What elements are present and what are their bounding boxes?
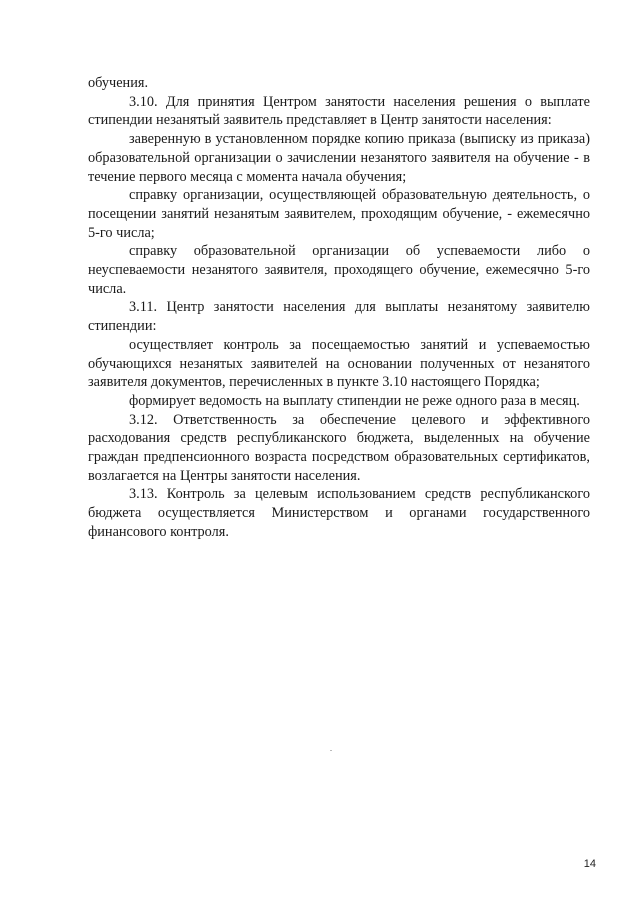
- scan-speck: [330, 750, 332, 751]
- paragraph-order-copy: заверенную в установленном порядке копию приказа (выписку из приказа) образовательной организации о зачислении незанятого заявителя на обучение - в течение первого месяца с момента начала обучения;: [88, 131, 590, 185]
- document-body: [88, 74, 590, 542]
- paragraph-statement: формирует ведомость на выплату стипендии не реже одного раза в месяц.: [129, 392, 580, 409]
- paragraph-control: осуществляет контроль за посещаемостью занятий и успеваемостью обучающихся незанятых заявителей на основании полученных от незанятого заявителя документов, перечисленных в пункте 3.10 настоящего Порядка;: [88, 336, 590, 391]
- paragraph-3-10: 3.10. Для принятия Центром занятости населения решения о выплате стипендии незанятый заявитель представляет в Центр занятости населения:: [88, 93, 590, 129]
- paragraph-continuation: обучения.: [88, 75, 149, 91]
- paragraph-attendance-certificate: справку организации, осуществляющей образовательную деятельность, о посещении занятий незанятым заявителем, проходящим обучение, - ежемесячно 5-го числа;: [88, 187, 590, 241]
- page-number: 14: [583, 858, 596, 870]
- paragraph-3-11: 3.11. Центр занятости населения для выплаты незанятому заявителю стипендии:: [88, 299, 590, 335]
- paragraph-progress-certificate: справку образовательной организации об успеваемости либо о неуспеваемости незанятого заявителя, проходящего обучение, ежемесячно 5-го числа.: [88, 243, 590, 297]
- paragraph-3-13: 3.13. Контроль за целевым использованием средств республиканского бюджета осуществляется Министерством и органами государственного финансового контроля.: [88, 486, 590, 540]
- paragraph-3-12: 3.12. Ответственность за обеспечение целевого и эффективного расходования средств республиканского бюджета, выделенных на обучение граждан предпенсионного возраста посредством образовательных сертификатов, возлагается на Центры занятости населения.: [88, 411, 590, 484]
